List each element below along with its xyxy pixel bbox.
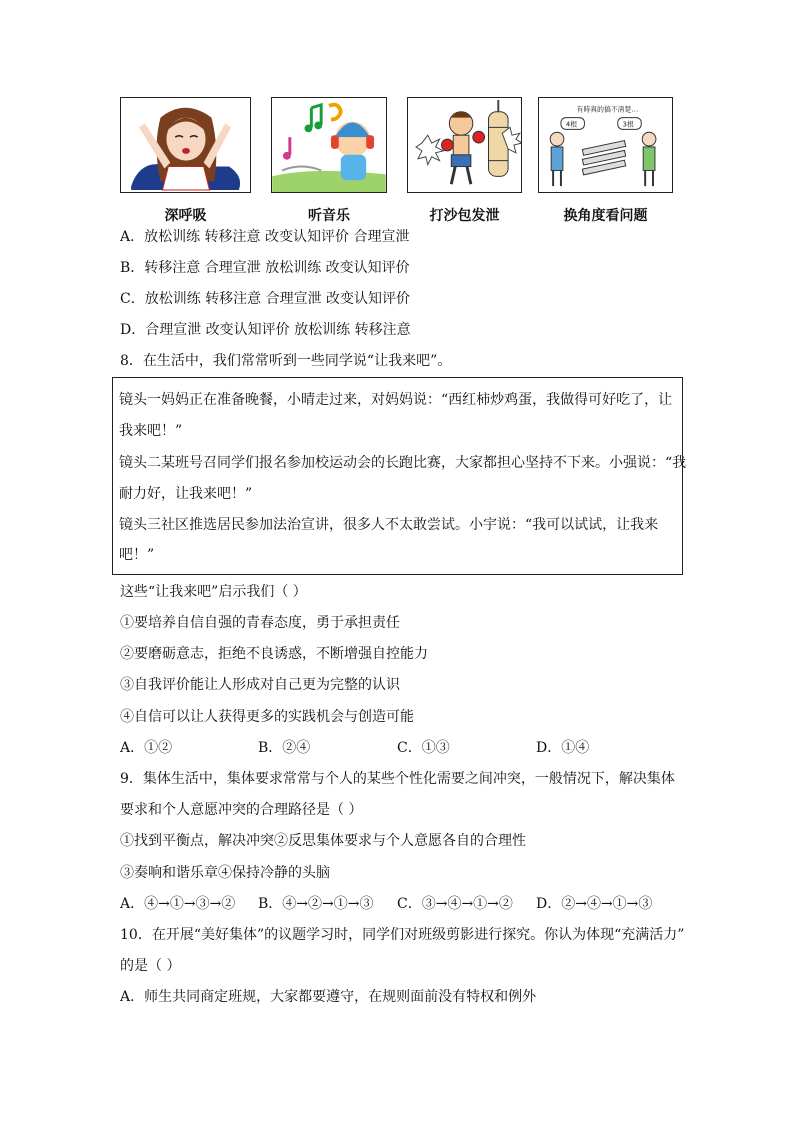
scenario-line: 吧！” — [119, 547, 155, 563]
q10-stem-line-1: 10．在开展“美好集体”的议题学习时，同学们对班级剪影进行探究。你认为体现“充满活力” — [120, 927, 685, 943]
q9-option-a: A．④→①→③→② — [120, 896, 236, 912]
q7-option-b: B．转移注意 合理宣泄 放松训练 改变认知评价 — [120, 260, 410, 276]
q7-option-a: A．放松训练 转移注意 改变认知评价 合理宣泄 — [120, 229, 410, 245]
q10-option-a: A．师生共同商定班规，大家都要遵守，在规则面前没有特权和例外 — [120, 989, 537, 1005]
q10-stem-line-2: 的是（ ） — [120, 958, 181, 974]
music-image — [271, 97, 387, 193]
caption-punching-bag: 打沙包发泄 — [429, 208, 500, 224]
scenario-line: 镜头三社区推选居民参加法治宣讲，很多人不太敢尝试。小宇说：“我可以试试，让我来 — [119, 517, 659, 533]
q8-option-c: C．①③ — [397, 740, 450, 756]
q8-stem: 8．在生活中，我们常常听到一些同学说“让我来吧”。 — [120, 353, 452, 369]
scenario-line: 我来吧！” — [119, 423, 183, 439]
different-perspective-icon — [539, 98, 672, 192]
q8-statement-2: ②要磨砺意志，拒绝不良诱惑，不断增强自控能力 — [120, 646, 428, 662]
deep-breath-girl-icon — [121, 98, 250, 192]
perspective-top-label: 有時真的搞不清楚… — [576, 105, 639, 114]
q8-scenario-box — [112, 377, 687, 575]
caption-perspective: 换角度看问题 — [563, 208, 648, 224]
q9-option-b: B．④→②→①→③ — [258, 896, 374, 912]
punching-bag-image — [407, 97, 522, 193]
q7-option-d: D．合理宣泄 改变认知评价 放松训练 转移注意 — [120, 322, 411, 338]
q8-option-d: D．①④ — [536, 740, 590, 756]
q9-statements-2: ③奏响和谐乐章④保持冷静的头脑 — [120, 865, 330, 881]
q9-option-c: C．③→④→①→② — [397, 896, 513, 912]
scenario-line: 镜头二某班号召同学们报名参加校运动会的长跑比赛，大家都担心坚持不下来。小强说：“我 — [119, 455, 687, 471]
deep-breath-image — [120, 97, 251, 193]
q8-statement-3: ③自我评价能让人形成对自己更为完整的认识 — [120, 677, 400, 693]
q9-stem-line-1: 9．集体生活中，集体要求常常与个人的某些个性化需要之间冲突，一般情况下，解决集体 — [120, 771, 675, 787]
caption-music: 听音乐 — [308, 208, 350, 224]
caption-deep-breath: 深呼吸 — [164, 208, 207, 224]
q9-statements-1: ①找到平衡点，解决冲突②反思集体要求与个人意愿各自的合理性 — [120, 833, 526, 849]
q8-question: 这些“让我来吧”启示我们（ ） — [120, 584, 307, 600]
scenario-line: 耐力好，让我来吧！” — [119, 486, 253, 502]
q8-statement-1: ①要培养自信自强的青春态度，勇于承担责任 — [120, 615, 400, 631]
q9-option-d: D．②→④→①→③ — [536, 896, 653, 912]
music-listener-icon — [272, 98, 386, 192]
q8-option-a: A．①② — [120, 740, 173, 756]
punching-bag-boy-icon — [408, 98, 521, 192]
perspective-right-label: 3根 — [622, 120, 634, 129]
perspective-image — [538, 97, 673, 193]
q8-option-b: B．②④ — [258, 740, 311, 756]
q7-option-c: C．放松训练 转移注意 合理宣泄 改变认知评价 — [120, 291, 411, 307]
q9-stem-line-2: 要求和个人意愿冲突的合理路径是（ ） — [120, 802, 363, 818]
q8-statement-4: ④自信可以让人获得更多的实践机会与创造可能 — [120, 709, 414, 725]
perspective-left-label: 4根 — [565, 120, 578, 129]
scenario-line: 镜头一妈妈正在准备晚餐，小晴走过来，对妈妈说：“西红柿炒鸡蛋，我做得可好吃了，让 — [119, 392, 673, 408]
